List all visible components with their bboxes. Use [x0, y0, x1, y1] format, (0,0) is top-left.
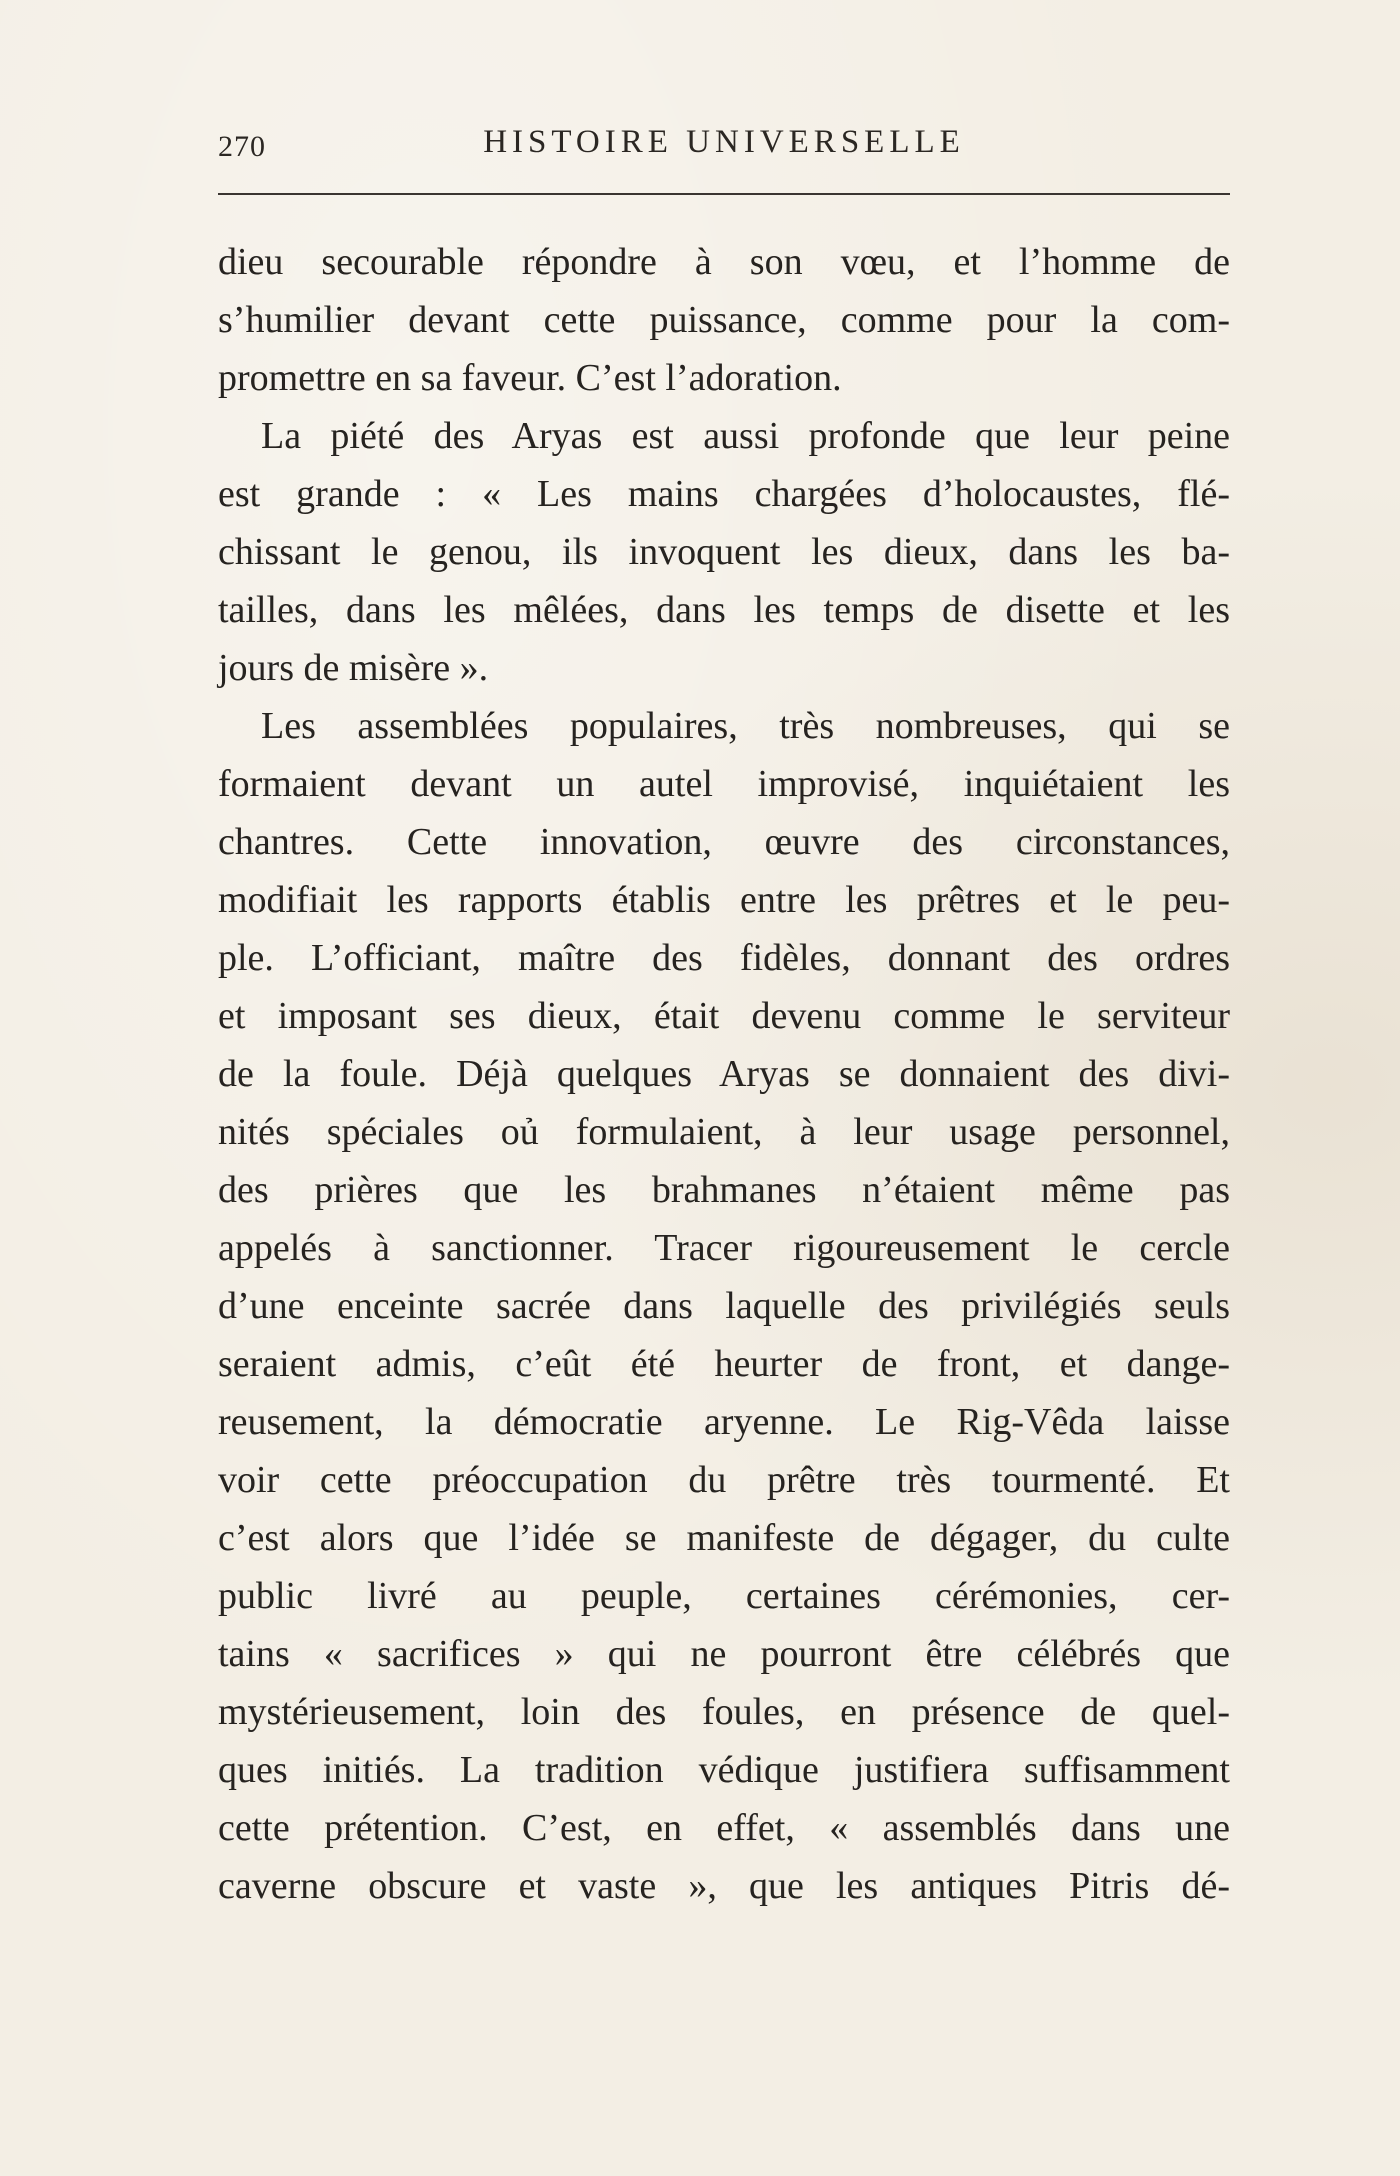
text-line: voir cette préoccupation du prêtre très tourmenté. Et [218, 1459, 1230, 1501]
text-line: public livré au peuple, certaines cérémonies, cer- [218, 1575, 1230, 1617]
page-number: 270 [218, 130, 266, 163]
text-line: ques initiés. La tradition védique justifiera suffisamment [218, 1749, 1230, 1791]
text-line: modifiait les rapports établis entre les prêtres et le peu- [218, 879, 1230, 921]
text-line: reusement, la démocratie aryenne. Le Rig-Vêda laisse [218, 1401, 1230, 1443]
text-line: est grande : « Les mains chargées d’holocaustes, flé- [218, 473, 1230, 515]
text-line: tains « sacrifices » qui ne pourront être célébrés que [218, 1633, 1230, 1675]
paragraph-end-line: jours de misère ». [218, 647, 489, 689]
text-line: chissant le genou, ils invoquent les dieux, dans les ba- [218, 531, 1230, 573]
running-head: HISTOIRE UNIVERSELLE [483, 124, 965, 160]
header-rule [218, 193, 1230, 195]
text-line: chantres. Cette innovation, œuvre des circonstances, [218, 821, 1230, 863]
text-line: seraient admis, c’eût été heurter de front, et dange- [218, 1343, 1230, 1385]
paragraph-end-line: promettre en sa faveur. C’est l’adoration. [218, 357, 842, 399]
text-line: s’humilier devant cette puissance, comme pour la com- [218, 299, 1230, 341]
text-line: ple. L’officiant, maître des fidèles, donnant des ordres [218, 937, 1230, 979]
text-line: et imposant ses dieux, était devenu comme le serviteur [218, 995, 1230, 1037]
paragraph-start-line: Les assemblées populaires, très nombreuses, qui se [261, 705, 1230, 747]
body-text [218, 233, 1230, 1915]
text-line: dieu secourable répondre à son vœu, et l’homme de [218, 241, 1230, 283]
text-line: de la foule. Déjà quelques Aryas se donnaient des divi- [218, 1053, 1230, 1095]
page-header [218, 122, 1230, 172]
text-line: nités spéciales oủ formulaient, à leur usage personnel, [218, 1111, 1230, 1153]
text-line: d’une enceinte sacrée dans laquelle des privilégiés seuls [218, 1285, 1230, 1327]
text-line: appelés à sanctionner. Tracer rigoureusement le cercle [218, 1227, 1230, 1269]
text-line: cette prétention. C’est, en effet, « assemblés dans une [218, 1807, 1230, 1849]
text-line: c’est alors que l’idée se manifeste de dégager, du culte [218, 1517, 1230, 1559]
text-line: tailles, dans les mêlées, dans les temps de disette et les [218, 589, 1230, 631]
text-line: mystérieusement, loin des foules, en présence de quel- [218, 1691, 1230, 1733]
text-line: formaient devant un autel improvisé, inquiétaient les [218, 763, 1230, 805]
text-line: caverne obscure et vaste », que les antiques Pitris dé- [218, 1865, 1230, 1907]
text-line: des prières que les brahmanes n’étaient même pas [218, 1169, 1230, 1211]
paragraph-start-line: La piété des Aryas est aussi profonde que leur peine [261, 415, 1230, 457]
